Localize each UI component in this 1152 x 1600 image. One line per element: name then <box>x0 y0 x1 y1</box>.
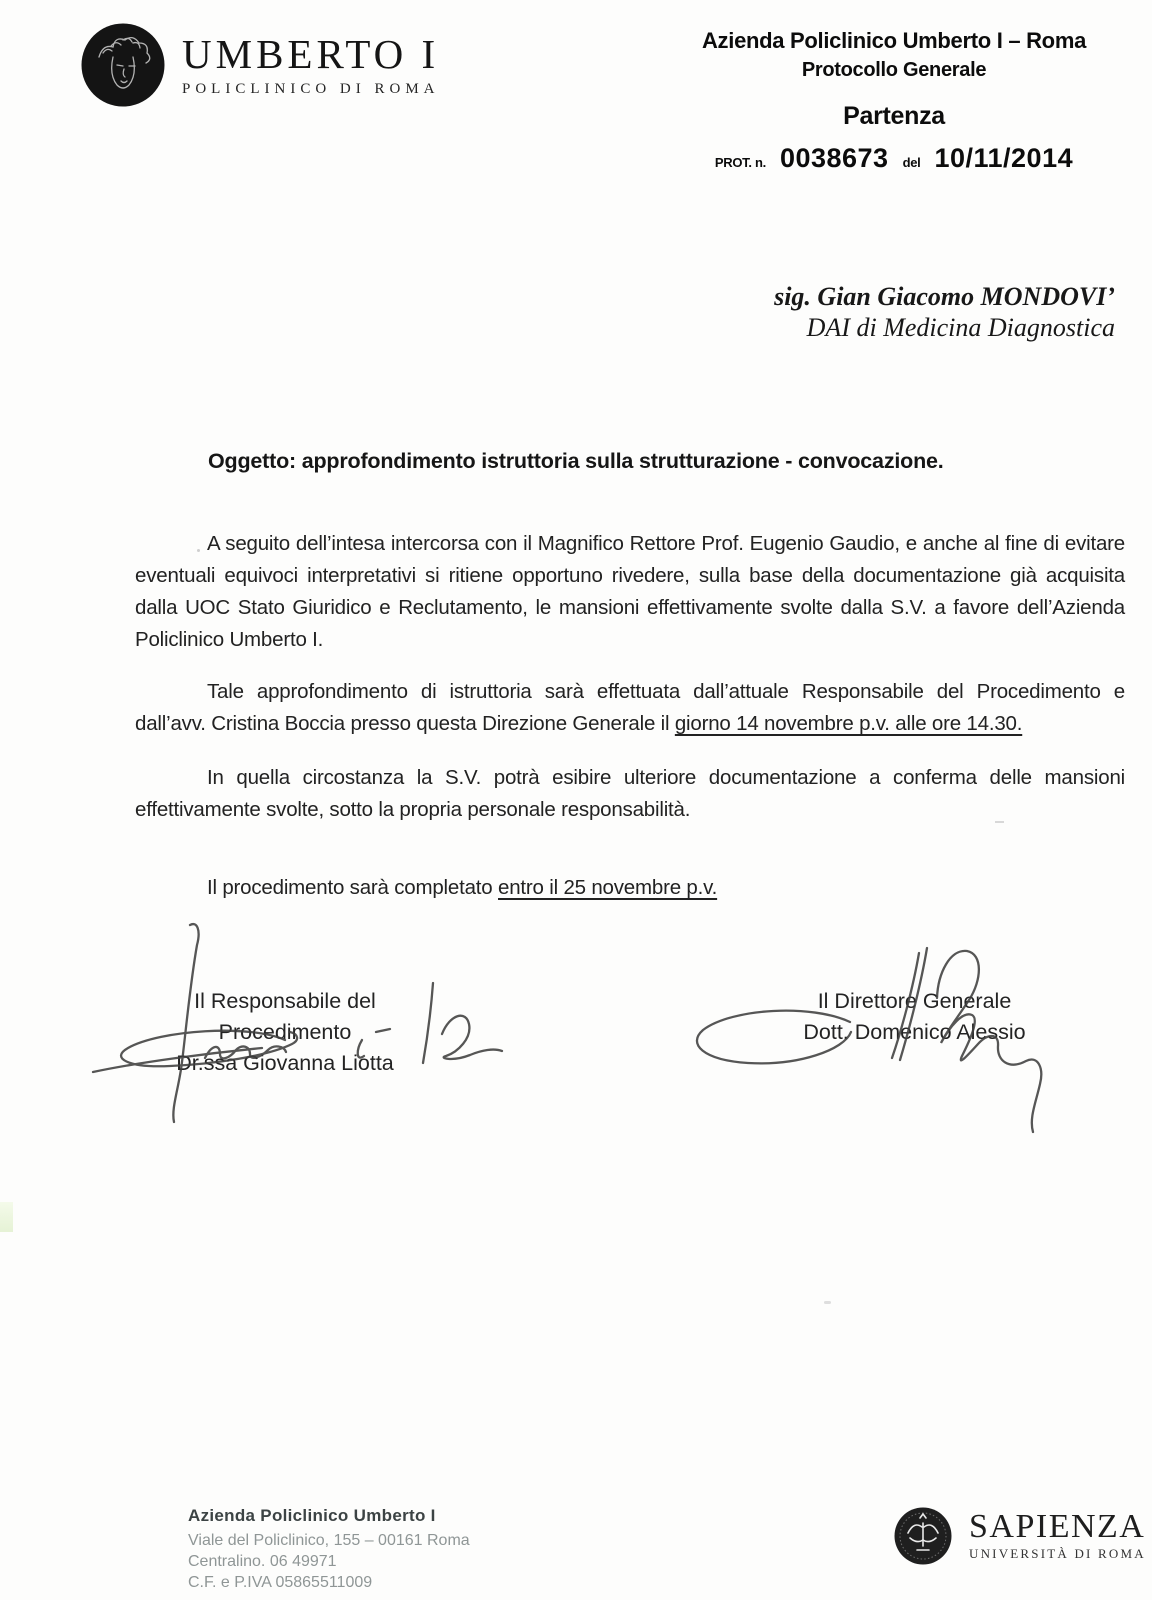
signature-right-name: Dott. Domenico Alessio <box>803 1020 1026 1044</box>
signature-block-right <box>792 986 1037 1048</box>
scan-artifact-green <box>0 1202 13 1232</box>
paragraph-3: In quella circostanza la S.V. potrà esibire ulteriore documentazione a conferma delle mansioni effettivamente svolte, sotto la propria personale responsabilità. <box>135 766 1125 821</box>
paragraph-2 <box>135 676 1125 740</box>
signature-left-role: Il Responsabile del Procedimento <box>194 989 376 1044</box>
scan-speck <box>824 1301 831 1304</box>
stamp-protocollo-line: Protocollo Generale <box>801 59 987 81</box>
subject-line: Oggetto: approfondimento istruttoria sulla strutturazione - convocazione. <box>208 449 944 473</box>
stamp-prot-number: 0038673 <box>779 143 889 173</box>
stamp-prot-label: PROT. n. <box>714 155 766 170</box>
letter-body <box>135 528 1125 904</box>
paragraph-4 <box>135 872 1125 904</box>
scan-speck <box>197 549 200 552</box>
footer-phone: Centralino. 06 49971 <box>188 1553 337 1570</box>
sapienza-logo <box>893 1506 1146 1566</box>
footer-address: Viale del Policlinico, 155 – 00161 Roma <box>188 1532 470 1549</box>
sapienza-emblem-icon <box>893 1506 953 1566</box>
paragraph-2-text: Tale approfondimento di istruttoria sarà effettuata dall’attuale Responsabile del Procedimento e dall’avv. Cristina Boccia presso questa Direzione Generale il <box>135 680 1125 735</box>
paragraph-4-underlined-deadline: entro il 25 novembre p.v. <box>498 876 718 899</box>
stamp-protocol-row <box>688 143 1100 174</box>
recipient-block <box>774 281 1115 343</box>
signature-left-name: Dr.ssa Giovanna Liotta <box>176 1051 394 1075</box>
scan-speck <box>995 821 1004 823</box>
paragraph-4-text: Il procedimento sarà completato <box>207 876 499 899</box>
hospital-logo <box>182 30 440 98</box>
recipient-department: DAI di Medicina Diagnostica <box>806 313 1115 342</box>
umberto-emblem-icon <box>80 22 166 108</box>
sapienza-text <box>969 1510 1146 1562</box>
recipient-name: sig. Gian Giacomo MONDOVI’ <box>774 282 1115 311</box>
protocol-stamp <box>688 28 1100 174</box>
logo-subtitle: POLICLINICO DI ROMA <box>182 81 440 97</box>
stamp-del-label: del <box>902 155 921 170</box>
paragraph-1: A seguito dell’intesa intercorsa con il Magnifico Rettore Prof. Eugenio Gaudio, e anche al fine di evitare eventuali equivoci interpretativi si ritiene opportuno rivedere, sulla base della documentazione già acquisita dalla UOC Stato Giuridico e Reclutamento, le mansioni effettivamente svolte dalla S.V. a favore dell’Azienda Policlinico Umberto I. <box>135 532 1125 651</box>
signature-right-role: Il Direttore Generale <box>817 989 1012 1013</box>
signature-block-left <box>125 986 445 1079</box>
sapienza-subtitle: UNIVERSITÀ DI ROMA <box>969 1546 1146 1561</box>
stamp-date: 10/11/2014 <box>934 143 1074 173</box>
sapienza-title: SAPIENZA <box>969 1508 1146 1545</box>
stamp-partenza-line: Partenza <box>843 102 945 130</box>
footer-org-name: Azienda Policlinico Umberto I <box>188 1506 436 1525</box>
logo-title: UMBERTO I <box>182 31 440 77</box>
paragraph-2-underlined-date: giorno 14 novembre p.v. alle ore 14.30. <box>674 712 1023 735</box>
footer-vat: C.F. e P.IVA 05865511009 <box>188 1574 373 1591</box>
footer-contact-block <box>188 1506 470 1593</box>
stamp-org-line: Azienda Policlinico Umberto I – Roma <box>701 28 1087 53</box>
